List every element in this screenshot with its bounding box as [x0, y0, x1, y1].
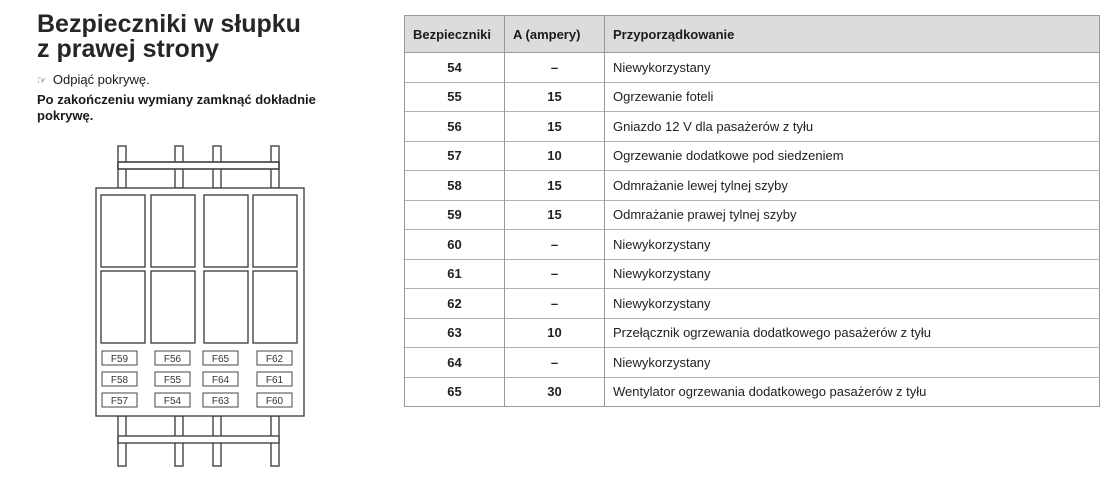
- fuse-label-f62: F62: [265, 354, 284, 365]
- table-row: [405, 141, 1100, 171]
- page-title-line-1: Bezpieczniki w słupku: [37, 10, 301, 38]
- table-row: [405, 200, 1100, 230]
- fuse-number-cell: 61: [405, 259, 505, 289]
- amperage-cell: 15: [505, 82, 605, 112]
- fuse-label-f63: F63: [211, 396, 230, 407]
- amperage-cell: –: [505, 259, 605, 289]
- table-row: [405, 171, 1100, 201]
- amperage-cell: 15: [505, 171, 605, 201]
- bottom-connector: [118, 416, 279, 466]
- assignment-cell: Niewykorzystany: [605, 259, 1100, 289]
- pointing-hand-icon: ☞: [37, 75, 47, 87]
- warning-text: Po zakończeniu wymiany zamknąć dokładnie pokrywę.: [37, 92, 316, 123]
- assignment-cell: Gniazdo 12 V dla pasażerów z tyłu: [605, 112, 1100, 142]
- table-row: [405, 82, 1100, 112]
- assignment-cell: Wentylator ogrzewania dodatkowego pasażerów z tyłu: [605, 377, 1100, 407]
- instruction: [37, 72, 150, 89]
- fuse-box-diagram: [85, 140, 315, 470]
- page-title: [37, 12, 301, 62]
- fuse-label-f61: F61: [265, 375, 284, 386]
- fuse-label-f57: F57: [110, 396, 129, 407]
- fuse-number-cell: 57: [405, 141, 505, 171]
- table-row: [405, 230, 1100, 260]
- fuse-number-cell: 62: [405, 289, 505, 319]
- fuse-number-cell: 64: [405, 348, 505, 378]
- fuse-label-f64: F64: [211, 375, 230, 386]
- assignment-cell: Niewykorzystany: [605, 348, 1100, 378]
- assignment-cell: Odmrażanie prawej tylnej szyby: [605, 200, 1100, 230]
- table-row: [405, 112, 1100, 142]
- amperage-cell: 15: [505, 112, 605, 142]
- fuse-number-cell: 59: [405, 200, 505, 230]
- table-row: [405, 259, 1100, 289]
- fuse-number-cell: 63: [405, 318, 505, 348]
- assignment-cell: Ogrzewanie dodatkowe pod siedzeniem: [605, 141, 1100, 171]
- header-assignment: Przyporządkowanie: [605, 16, 1100, 53]
- amperage-cell: 10: [505, 318, 605, 348]
- assignment-cell: Niewykorzystany: [605, 230, 1100, 260]
- fuse-label-f60: F60: [265, 396, 284, 407]
- page-title-line-2: z prawej strony: [37, 35, 219, 63]
- assignment-cell: Odmrażanie lewej tylnej szyby: [605, 171, 1100, 201]
- fuse-table: [404, 15, 1100, 407]
- fuse-number-cell: 55: [405, 82, 505, 112]
- amperage-cell: –: [505, 53, 605, 83]
- fuse-label-f65: F65: [211, 354, 230, 365]
- amperage-cell: 10: [505, 141, 605, 171]
- table-header-row: [405, 16, 1100, 53]
- instruction-text: Odpiąć pokrywę.: [52, 72, 150, 87]
- header-fuse: Bezpieczniki: [405, 16, 505, 53]
- amperage-cell: 15: [505, 200, 605, 230]
- fuse-label-f54: F54: [163, 396, 182, 407]
- fuse-label-f59: F59: [110, 354, 129, 365]
- table-row: [405, 348, 1100, 378]
- fuse-number-cell: 60: [405, 230, 505, 260]
- header-amps: A (ampery): [505, 16, 605, 53]
- amperage-cell: –: [505, 348, 605, 378]
- amperage-cell: –: [505, 230, 605, 260]
- amperage-cell: –: [505, 289, 605, 319]
- assignment-cell: Ogrzewanie foteli: [605, 82, 1100, 112]
- fuse-number-cell: 56: [405, 112, 505, 142]
- fuse-label-f56: F56: [163, 354, 182, 365]
- assignment-cell: Niewykorzystany: [605, 53, 1100, 83]
- table-row: [405, 377, 1100, 407]
- amperage-cell: 30: [505, 377, 605, 407]
- fuse-number-cell: 65: [405, 377, 505, 407]
- fuse-label-f55: F55: [163, 375, 182, 386]
- table-row: [405, 53, 1100, 83]
- assignment-cell: Przełącznik ogrzewania dodatkowego pasażerów z tyłu: [605, 318, 1100, 348]
- table-row: [405, 289, 1100, 319]
- table-row: [405, 318, 1100, 348]
- fuse-number-cell: 58: [405, 171, 505, 201]
- top-connector: [118, 146, 279, 188]
- fuse-label-f58: F58: [110, 375, 129, 386]
- assignment-cell: Niewykorzystany: [605, 289, 1100, 319]
- fuse-number-cell: 54: [405, 53, 505, 83]
